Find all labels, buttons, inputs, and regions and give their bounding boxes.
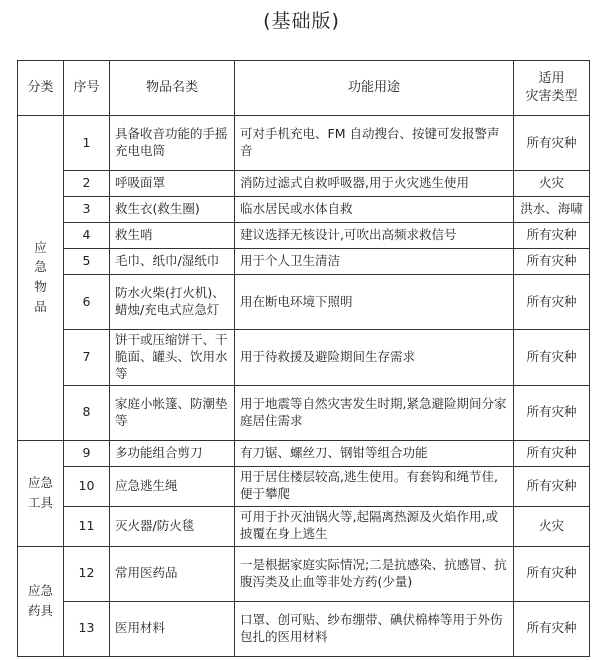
row-disaster-type: 所有灾种 — [514, 249, 590, 275]
row-function: 消防过滤式自救呼吸器,用于火灾逃生使用 — [235, 171, 514, 197]
row-disaster-type: 所有灾种 — [514, 385, 590, 440]
row-number: 2 — [64, 171, 110, 197]
row-function: 用于待救援及避险期间生存需求 — [235, 330, 514, 386]
row-disaster-type: 所有灾种 — [514, 601, 590, 656]
row-item: 救生哨 — [110, 223, 235, 249]
row-number: 7 — [64, 330, 110, 386]
row-item: 灭火器/防火毯 — [110, 506, 235, 546]
row-function: 临水居民或水体自救 — [235, 197, 514, 223]
row-disaster-type: 所有灾种 — [514, 466, 590, 506]
row-item: 家庭小帐篷、防潮垫等 — [110, 385, 235, 440]
row-item: 应急逃生绳 — [110, 466, 235, 506]
header-category: 分类 — [18, 61, 64, 116]
row-number: 5 — [64, 249, 110, 275]
header-number: 序号 — [64, 61, 110, 116]
row-number: 8 — [64, 385, 110, 440]
row-number: 9 — [64, 440, 110, 466]
row-number: 1 — [64, 116, 110, 171]
page-title: (基础版) — [263, 10, 340, 32]
row-item: 具备收音功能的手摇充电电筒 — [110, 116, 235, 171]
row-item: 呼吸面罩 — [110, 171, 235, 197]
row-function: 用于居住楼层较高,逃生使用。有套钩和绳节佳,便于攀爬 — [235, 466, 514, 506]
row-function: 用在断电环境下照明 — [235, 275, 514, 330]
table-row — [18, 385, 590, 440]
header-disaster-line1: 适用 — [538, 71, 565, 87]
header-disaster-type — [514, 61, 590, 116]
category-char: 物 — [34, 279, 47, 295]
row-disaster-type: 所有灾种 — [514, 546, 590, 601]
row-number: 6 — [64, 275, 110, 330]
row-number: 11 — [64, 506, 110, 546]
category-emergency-tools — [18, 440, 64, 546]
row-disaster-type: 所有灾种 — [514, 330, 590, 386]
emergency-supplies-table — [17, 60, 590, 657]
table-row — [18, 116, 590, 171]
row-item: 毛巾、纸巾/湿纸巾 — [110, 249, 235, 275]
category-char: 应急 — [27, 582, 53, 598]
row-disaster-type: 所有灾种 — [514, 275, 590, 330]
row-item: 医用材料 — [110, 601, 235, 656]
category-char: 工具 — [27, 494, 53, 510]
table-row — [18, 466, 590, 506]
row-function: 建议选择无核设计,可吹出高频求救信号 — [235, 223, 514, 249]
category-char: 急 — [34, 259, 47, 275]
table-row — [18, 197, 590, 223]
row-function: 有刀锯、螺丝刀、钢钳等组合功能 — [235, 440, 514, 466]
row-number: 13 — [64, 601, 110, 656]
row-function: 可对手机充电、FM 自动搜台、按键可发报警声音 — [235, 116, 514, 171]
row-disaster-type: 所有灾种 — [514, 116, 590, 171]
table-row — [18, 275, 590, 330]
row-function: 用于地震等自然灾害发生时期,紧急避险期间分家庭居住需求 — [235, 385, 514, 440]
row-item: 饼干或压缩饼干、干脆面、罐头、饮用水等 — [110, 330, 235, 386]
header-disaster-line2: 灾害类型 — [525, 89, 578, 104]
row-number: 3 — [64, 197, 110, 223]
row-number: 10 — [64, 466, 110, 506]
row-item: 救生衣(救生圈) — [110, 197, 235, 223]
category-char: 品 — [34, 299, 47, 315]
row-function: 用于个人卫生清洁 — [235, 249, 514, 275]
category-emergency-supplies — [18, 116, 64, 441]
table-row — [18, 601, 590, 656]
row-function: 可用于扑灭油锅火等,起隔离热源及火焰作用,或披覆在身上逃生 — [235, 506, 514, 546]
table-row — [18, 546, 590, 601]
table-row — [18, 223, 590, 249]
header-item: 物品名类 — [110, 61, 235, 116]
row-item: 防水火柴(打火机)、蜡烛/充电式应急灯 — [110, 275, 235, 330]
table-row — [18, 171, 590, 197]
row-disaster-type: 洪水、海啸 — [514, 197, 590, 223]
table-row — [18, 330, 590, 386]
table-row — [18, 440, 590, 466]
category-char: 应 — [34, 239, 47, 255]
row-disaster-type: 所有灾种 — [514, 223, 590, 249]
category-emergency-medicine — [18, 546, 64, 656]
header-function: 功能用途 — [235, 61, 514, 116]
row-function: 口罩、创可贴、纱布绷带、碘伏棉棒等用于外伤包扎的医用材料 — [235, 601, 514, 656]
category-char: 药具 — [27, 602, 53, 618]
category-char: 应急 — [27, 474, 53, 490]
table-row — [18, 506, 590, 546]
table-row — [18, 249, 590, 275]
row-item: 多功能组合剪刀 — [110, 440, 235, 466]
row-number: 12 — [64, 546, 110, 601]
row-item: 常用医药品 — [110, 546, 235, 601]
table-header-row — [18, 61, 590, 116]
row-disaster-type: 所有灾种 — [514, 440, 590, 466]
row-function: 一是根据家庭实际情况;二是抗感染、抗感冒、抗腹泻类及止血等非处方药(少量) — [235, 546, 514, 601]
row-disaster-type: 火灾 — [514, 506, 590, 546]
row-number: 4 — [64, 223, 110, 249]
row-disaster-type: 火灾 — [514, 171, 590, 197]
